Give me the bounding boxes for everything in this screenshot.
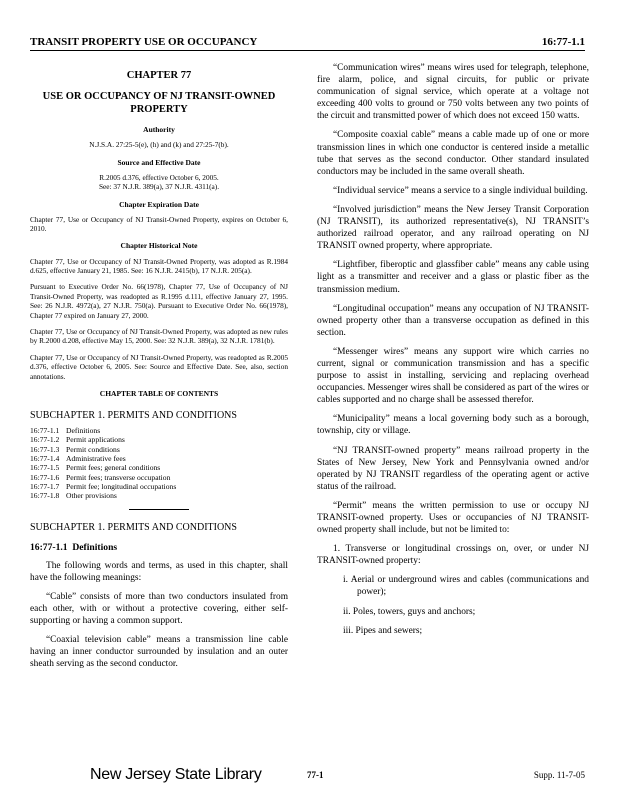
definition-cable: “Cable” consists of more than two conductors insulated from each other, with or without a protective covering, either self-supporting or having a common support. bbox=[30, 591, 288, 627]
expiration-text: Chapter 77, Use or Occupancy of NJ Transit-Owned Property, expires on October 6, 2010. bbox=[30, 214, 288, 233]
toc-heading: CHAPTER TABLE OF CONTENTS bbox=[99, 388, 219, 398]
header-section: 16:77-1.1 bbox=[541, 36, 585, 48]
toc-item: 16:77-1.6 Permit fees; transverse occupation bbox=[30, 472, 171, 482]
definition-individual-service: “Individual service” means a service to a single individual building. bbox=[333, 185, 588, 196]
historical-note: Chapter 77, Use or Occupancy of NJ Transit-Owned Property, was readopted as R.2005 d.376, effective October 6, 2005. See: Source and Effective Date. See, also, section annotations. bbox=[30, 352, 288, 381]
right-column bbox=[317, 62, 589, 644]
historical-note: Chapter 77, Use or Occupancy of NJ Transit-Owned Property, was adopted as R.1984 d.625, effective January 21, 1985. See: 16 N.J.R. 2415(b), 17 N.J.R. 205(a). bbox=[30, 256, 288, 275]
definition-involved-jurisdiction: “Involved jurisdiction” means the New Jersey Transit Corporation (NJ TRANSIT), its authorized representative(s), NJ TRANSIT’s authorized railroad operator, and any railroad operating on NJ TRANSIT owned property, where appropriate. bbox=[317, 204, 589, 252]
definition-coax: “Coaxial television cable” means a transmission line cable having an inner conductor surrounded by insulation and an outer sheath serving as the second conductor. bbox=[30, 635, 288, 670]
toc-item: 16:77-1.3 Permit conditions bbox=[30, 444, 120, 454]
toc-item: 16:77-1.4 Administrative fees bbox=[30, 454, 126, 464]
historical-heading: Chapter Historical Note bbox=[120, 241, 198, 251]
source-text: R.2005 d.376, effective October 6, 2005. bbox=[99, 172, 219, 182]
source-heading: Source and Effective Date bbox=[117, 157, 201, 167]
toc-item: 16:77-1.5 Permit fees; general conditions bbox=[30, 463, 161, 473]
permit-item-i: i. Aerial or underground wires and cables (communications and power); bbox=[343, 575, 589, 598]
definition-fiber-cable: “Lightfiber, fiberoptic and glassfiber cable” means any cable using light as a transmitter and receiver and a glass or plastic fiber as the transmission medium. bbox=[317, 260, 589, 295]
permit-item-ii: ii. Poles, towers, guys and anchors; bbox=[343, 606, 476, 617]
authority-text: N.J.S.A. 27:25-5(e), (h) and (k) and 27:25-7(b). bbox=[89, 140, 229, 150]
authority-heading: Authority bbox=[143, 125, 175, 135]
definition-messenger-wires: “Messenger wires” means any support wire which carries no current, signal or communication transmission and has a specific purpose to assist in installing, servicing and replacing overhead occupancies. Messenger wires shall be considered as part of the wires or cables supported and no charge shall be assessed therefor. bbox=[317, 346, 589, 406]
definition-njt-property: “NJ TRANSIT-owned property” means railroad property in the States of New Jersey, New York and Pennsylvania owned and/or operated by NJ TRANSIT regardless of the operating agent or active status of the railroad. bbox=[317, 445, 589, 492]
section-divider bbox=[129, 509, 189, 510]
toc-item: 16:77-1.2 Permit applications bbox=[30, 435, 125, 445]
toc-item: 16:77-1.1 Definitions bbox=[30, 426, 101, 436]
toc-item: 16:77-1.7 Permit fee; longitudinal occupations bbox=[30, 481, 177, 491]
permit-item-1: 1. Transverse or longitudinal crossings on, over, or under NJ TRANSIT-owned property: bbox=[317, 544, 589, 567]
left-column bbox=[30, 62, 288, 677]
definitions-intro: The following words and terms, as used in this chapter, shall have the following meanings: bbox=[30, 560, 288, 583]
source-text-2: See: 37 N.J.R. 389(a), 37 N.J.R. 4311(a). bbox=[98, 182, 220, 192]
supplement-date: Supp. 11-7-05 bbox=[533, 770, 585, 780]
subchapter-heading: SUBCHAPTER 1. PERMITS AND CONDITIONS bbox=[30, 521, 237, 533]
chapter-title: USE OR OCCUPANCY OF NJ TRANSIT-OWNED PROPERTY bbox=[42, 91, 276, 116]
table-of-contents bbox=[30, 426, 288, 500]
historical-note: Chapter 77, Use or Occupancy of NJ Transit-Owned Property, was adopted as new rules by R.2000 d.208, effective May 15, 2000. See: 32 N.J.R. 389(a), 32 N.J.R. 1781(b). bbox=[30, 326, 288, 346]
definition-permit: “Permit” means the written permission to use or occupy NJ TRANSIT-owned property. Uses or occupancies of NJ TRANSIT-owned property shall include, but not be limited to: bbox=[317, 500, 589, 536]
definition-municipality: “Municipality” means a local governing body such as a borough, township, city or village. bbox=[317, 414, 589, 437]
definition-longitudinal: “Longitudinal occupation” means any occupation of NJ TRANSIT-owned property other than a transverse occupation as defined in this section. bbox=[317, 303, 589, 338]
library-stamp: New Jersey State Library bbox=[90, 766, 262, 783]
expiration-heading: Chapter Expiration Date bbox=[119, 199, 199, 209]
page-number: 77-1 bbox=[307, 770, 324, 780]
subchapter-heading: SUBCHAPTER 1. PERMITS AND CONDITIONS bbox=[30, 410, 237, 422]
chapter-number: CHAPTER 77 bbox=[126, 70, 192, 81]
page-footer bbox=[30, 766, 585, 796]
definition-composite-cable: “Composite coaxial cable” means a cable made up of one or more transmission lines in which one conductor is centered inside a metallic tube that serves as the second conductor. Other standard insulated conductors may be included in the same overall sheath. bbox=[317, 130, 589, 177]
historical-note: Pursuant to Executive Order No. 66(1978), Chapter 77, Use of Occupancy of NJ Transit-Owned Property, was readopted as R.1995 d.111, effective January 27, 1995. See: 26 N.J.R. 4972(a), 27 N.J.R. 750(a). Pursuant to Executive Order No. 66(1978), Chapter 77 expired on January 27, 2000. bbox=[30, 282, 288, 320]
toc-item: 16:77-1.8 Other provisions bbox=[30, 491, 117, 501]
permit-item-iii: iii. Pipes and sewers; bbox=[343, 625, 423, 636]
header-title: TRANSIT PROPERTY USE OR OCCUPANCY bbox=[30, 36, 258, 48]
header-rule bbox=[30, 50, 585, 51]
definition-communication-wires: “Communication wires” means wires used for telegraph, telephone, fire alarm, police, and signal circuits, for public or private communication of signal service, which operate at a voltage not exceeding 400 volts to ground or 750 volts between any two points of the circuit and transmitted power of which does not exceed 150 watts. bbox=[317, 63, 589, 122]
section-heading: 16:77-1.1 Definitions bbox=[30, 541, 118, 553]
